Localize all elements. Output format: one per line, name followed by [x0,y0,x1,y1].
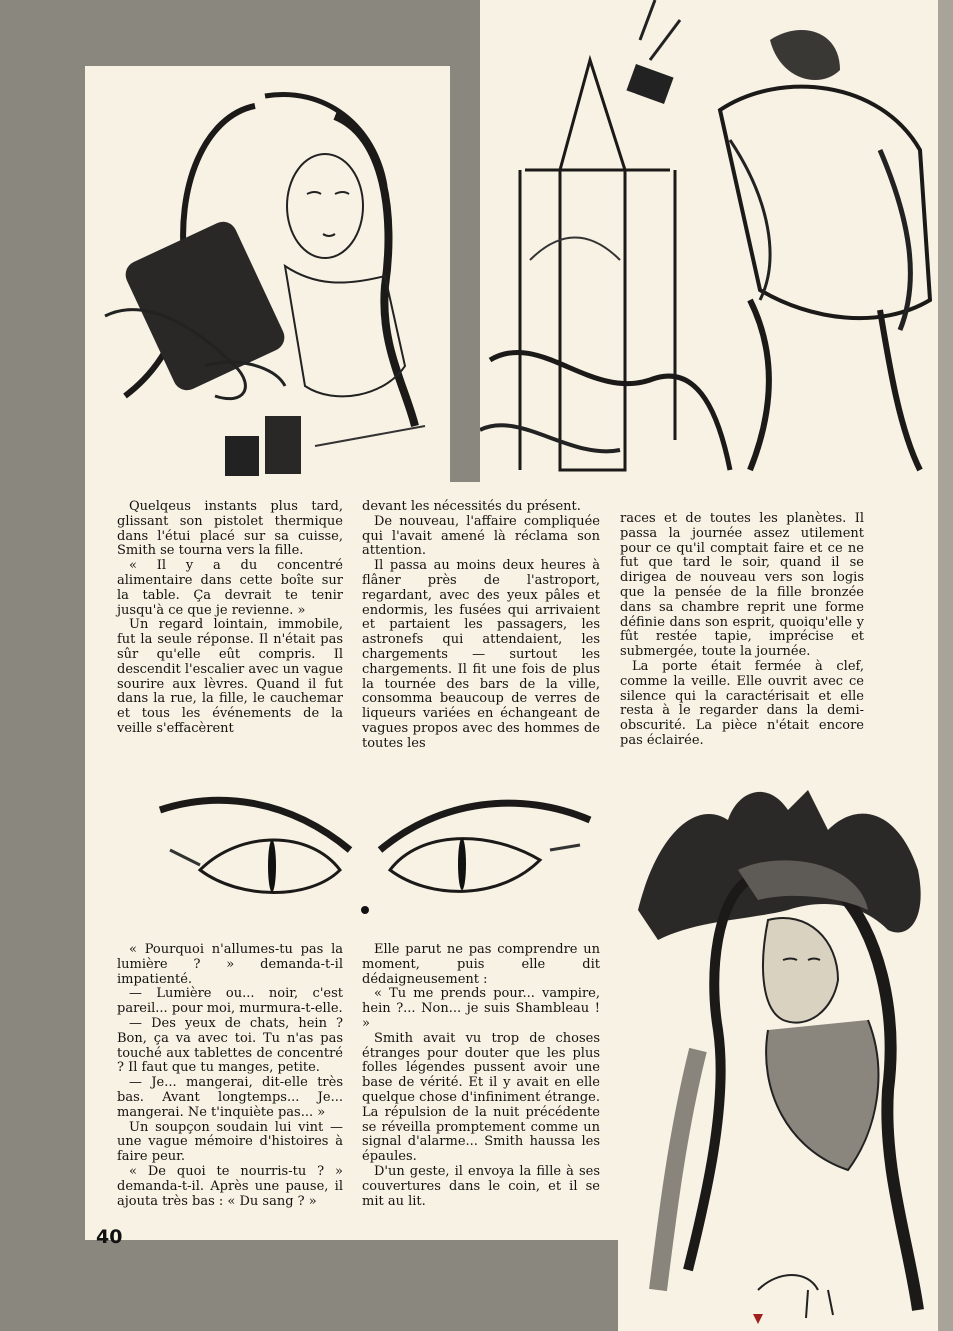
paragraph: — Des yeux de chats, hein ? Bon, ça va avec toi. Tu n'as pas touché aux tablettes de concentré ? Il faut que tu manges, petite. [117,1015,343,1076]
illustration-winged-woman [618,770,938,1331]
text-column-bottom-2 [362,943,600,1209]
text-column-top-2 [362,500,600,752]
winged-woman-drawing [618,770,938,1331]
gray-band-right-edge [938,0,953,1331]
text-column-top-1 [117,500,343,737]
paragraph: « Tu me prends pour... vampire, hein ?... Non... je suis Shambleau ! » [362,986,600,1031]
paragraph: De nouveau, l'affaire compliquée qui l'avait amené là réclama son attention. [362,513,600,559]
gray-band-bottom [0,1240,618,1331]
gray-band-left [0,0,85,1331]
paragraph: — Je... mangerai, dit-elle très bas. Avant longtemps... Je... mangerai. Ne t'inquiète pas... » [117,1075,343,1120]
paragraph: Un regard lointain, immobile, fut la seule réponse. Il n'était pas sûr qu'elle eût compris. Il descendit l'escalier avec un vague sourire aux lèvres. Quand il fut dans la rue, la fille, le cauchemar et tous les événements de la veille s'effacèrent [117,617,343,736]
red-mark [753,1314,763,1324]
paragraph: Il passa au moins deux heures à flâner près de l'astroport, regardant, avec des yeux pâles et endormis, les fusées qui arrivaient et partaient les passagers, les astronefs qui attendaient, les chargements — surtout les chargements. Il fit une fois de plus la tournée des bars de la ville, consomma beaucoup de verres de liqueurs variées en échangeant de vagues propos avec des hommes de toutes les [362,558,600,751]
rocket-man-drawing [480,0,938,482]
illustration-rocket-man [480,0,938,482]
paragraph: Un soupçon soudain lui vint — une vague mémoire d'histoires à faire peur. [117,1119,343,1165]
paragraph: devant les nécessités du présent. [362,499,581,514]
paragraph: « Il y a du concentré alimentaire dans cette boîte sur la table. Ça devrait te tenir jusqu'à ce que je revienne. » [117,558,343,618]
gray-band-top [0,0,475,66]
paragraph: Smith avait vu trop de choses étranges pour douter que les plus folles légendes pussent avoir une base de vérité. Et il y avait en elle quelque chose d'infiniment étrange. La répulsion de la nuit précédente se réveilla promptement comme un signal d'alarme... Smith haussa les épaules. [362,1030,600,1165]
illustration-eyes [140,790,610,930]
paragraph: La porte était fermée à clef, comme la veille. Elle ouvrit avec ce silence qui la caractérisait et elle resta à le regarder dans la demi-obscurité. La pièce n'était encore pas éclairée. [620,658,864,748]
paragraph: Quelqeus instants plus tard, glissant son pistolet thermique dans l'étui placé sur sa cuisse, Smith se tourna vers la fille. [117,499,343,559]
paragraph: races et de toutes les planètes. Il passa la journée assez utilement pour ce qu'il comptait faire et ce ne fut que tard le soir, quand il se dirigea de nouveau vers son logis que la pensée de la fille bronzée dans sa chambre reprit une forme définie dans son esprit, quoiqu'elle y fût restée tapie, imprécise et submergée, toute la journée. [620,511,864,660]
paragraph: « Pourquoi n'allumes-tu pas la lumière ? » demanda-t-il impatienté. [117,942,343,987]
paragraph: « De quoi te nourris-tu ? » demanda-t-il. Après une pause, il ajouta très bas : « Du sang ? » [117,1163,343,1209]
page-number: 40 [96,1226,123,1248]
illustration-woman-bottle [85,66,450,482]
woman-bottle-drawing [85,66,450,482]
gray-band-middle [450,0,480,482]
paragraph: — Lumière ou... noir, c'est pareil... pour moi, murmura-t-elle. [117,986,343,1017]
text-column-bottom-1 [117,943,343,1209]
eyes-drawing [140,790,610,930]
text-column-top-3 [620,512,864,749]
paragraph: D'un geste, il envoya la fille à ses couvertures dans le coin, et il se mit au lit. [362,1163,600,1209]
paragraph: Elle parut ne pas comprendre un moment, puis elle dit dédaigneusement : [362,942,600,987]
